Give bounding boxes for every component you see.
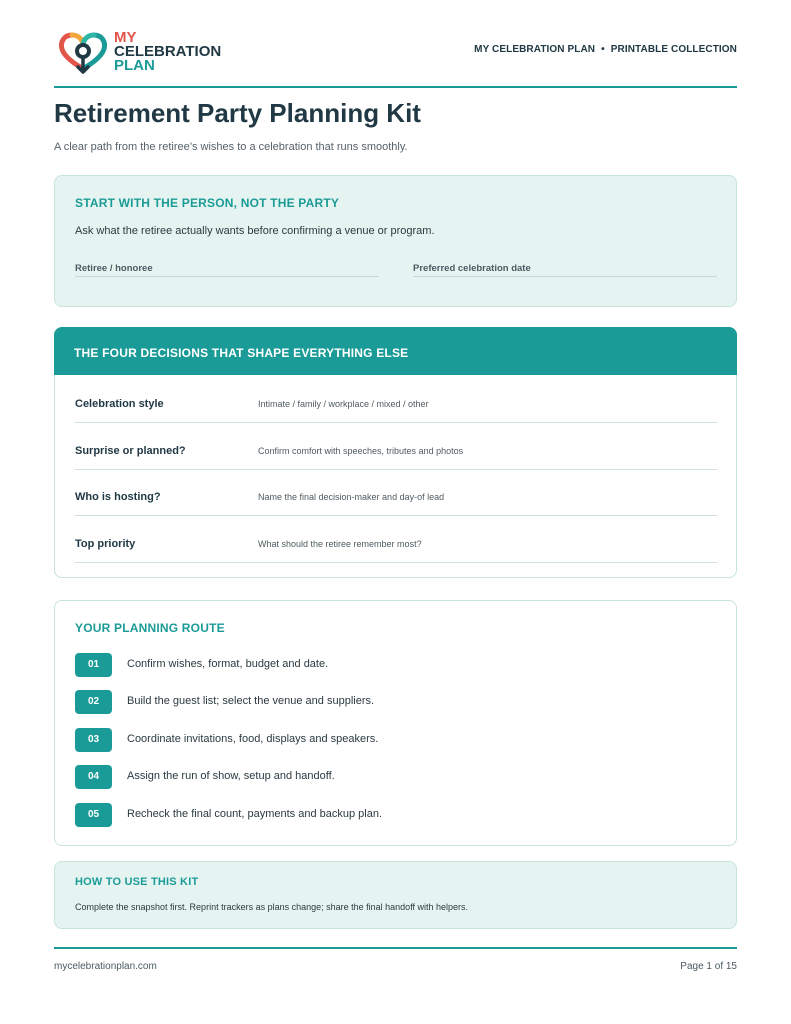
brand-line-1: MY <box>114 29 137 46</box>
celebration-date-field[interactable] <box>413 258 717 277</box>
step-number-badge: 03 <box>75 728 112 752</box>
page-title: Retirement Party Planning Kit <box>54 98 421 128</box>
brand-logo <box>58 27 228 79</box>
start-card <box>54 175 737 307</box>
collection-name: MY CELEBRATION PLAN <box>474 44 596 55</box>
step-text: Confirm wishes, format, budget and date. <box>127 658 329 670</box>
route-step <box>75 653 715 677</box>
how-to-card <box>54 861 737 929</box>
step-number-badge: 04 <box>75 765 112 789</box>
step-text: Build the guest list; select the venue and suppliers. <box>127 695 375 707</box>
planning-route-heading: YOUR PLANNING ROUTE <box>75 621 225 635</box>
footer-site-link[interactable]: mycelebrationplan.com <box>54 961 157 972</box>
retiree-field[interactable] <box>75 258 379 277</box>
step-number-badge: 01 <box>75 653 112 677</box>
step-text: Coordinate invitations, food, displays and speakers. <box>127 733 379 745</box>
page-number: Page 1 of 15 <box>680 961 737 972</box>
route-step <box>75 803 715 827</box>
page-header <box>54 22 737 88</box>
heart-pin-icon <box>58 27 108 75</box>
decision-row[interactable] <box>75 516 717 563</box>
step-number-badge: 05 <box>75 803 112 827</box>
retiree-field-label: Retiree / honoree <box>75 263 153 274</box>
decisions-banner <box>54 327 737 375</box>
decision-label: Celebration style <box>75 398 164 410</box>
decision-label: Top priority <box>75 538 136 550</box>
how-to-body: Complete the snapshot first. Reprint trackers as plans change; share the final handoff with helpers. <box>75 902 469 912</box>
collection-label <box>474 44 737 55</box>
route-step <box>75 765 715 789</box>
separator-dot: • <box>601 44 605 55</box>
page-subtitle: A clear path from the retiree’s wishes to a celebration that runs smoothly. <box>54 141 408 153</box>
decision-row[interactable] <box>75 469 717 516</box>
decision-row[interactable] <box>75 423 717 470</box>
step-number-badge: 02 <box>75 690 112 714</box>
celebration-date-field-label: Preferred celebration date <box>413 263 531 274</box>
brand-wordmark <box>114 31 221 73</box>
decision-hint: Name the final decision-maker and day-of lead <box>258 492 445 502</box>
page-footer <box>54 947 737 972</box>
decision-label: Surprise or planned? <box>75 445 186 457</box>
decision-label: Who is hosting? <box>75 491 161 503</box>
start-card-intro: Ask what the retiree actually wants before confirming a venue or program. <box>75 225 435 237</box>
decisions-card <box>54 327 737 578</box>
decision-hint: Confirm comfort with speeches, tributes and photos <box>258 446 464 456</box>
decision-hint: What should the retiree remember most? <box>258 539 422 549</box>
route-step <box>75 728 715 752</box>
decision-hint: Intimate / family / workplace / mixed / other <box>258 399 429 409</box>
brand-line-3: PLAN <box>114 57 155 74</box>
decision-row[interactable] <box>75 376 717 423</box>
planning-route-card <box>54 600 737 846</box>
route-step <box>75 690 715 714</box>
step-text: Recheck the final count, payments and backup plan. <box>127 808 382 820</box>
how-to-heading: HOW TO USE THIS KIT <box>75 876 199 888</box>
start-card-heading: START WITH THE PERSON, NOT THE PARTY <box>75 196 340 210</box>
decisions-heading: THE FOUR DECISIONS THAT SHAPE EVERYTHING ELSE <box>74 346 409 360</box>
collection-type: PRINTABLE COLLECTION <box>610 44 737 55</box>
brand-line-2: CELEBRATION <box>114 43 222 60</box>
step-text: Assign the run of show, setup and handoff. <box>127 770 335 782</box>
